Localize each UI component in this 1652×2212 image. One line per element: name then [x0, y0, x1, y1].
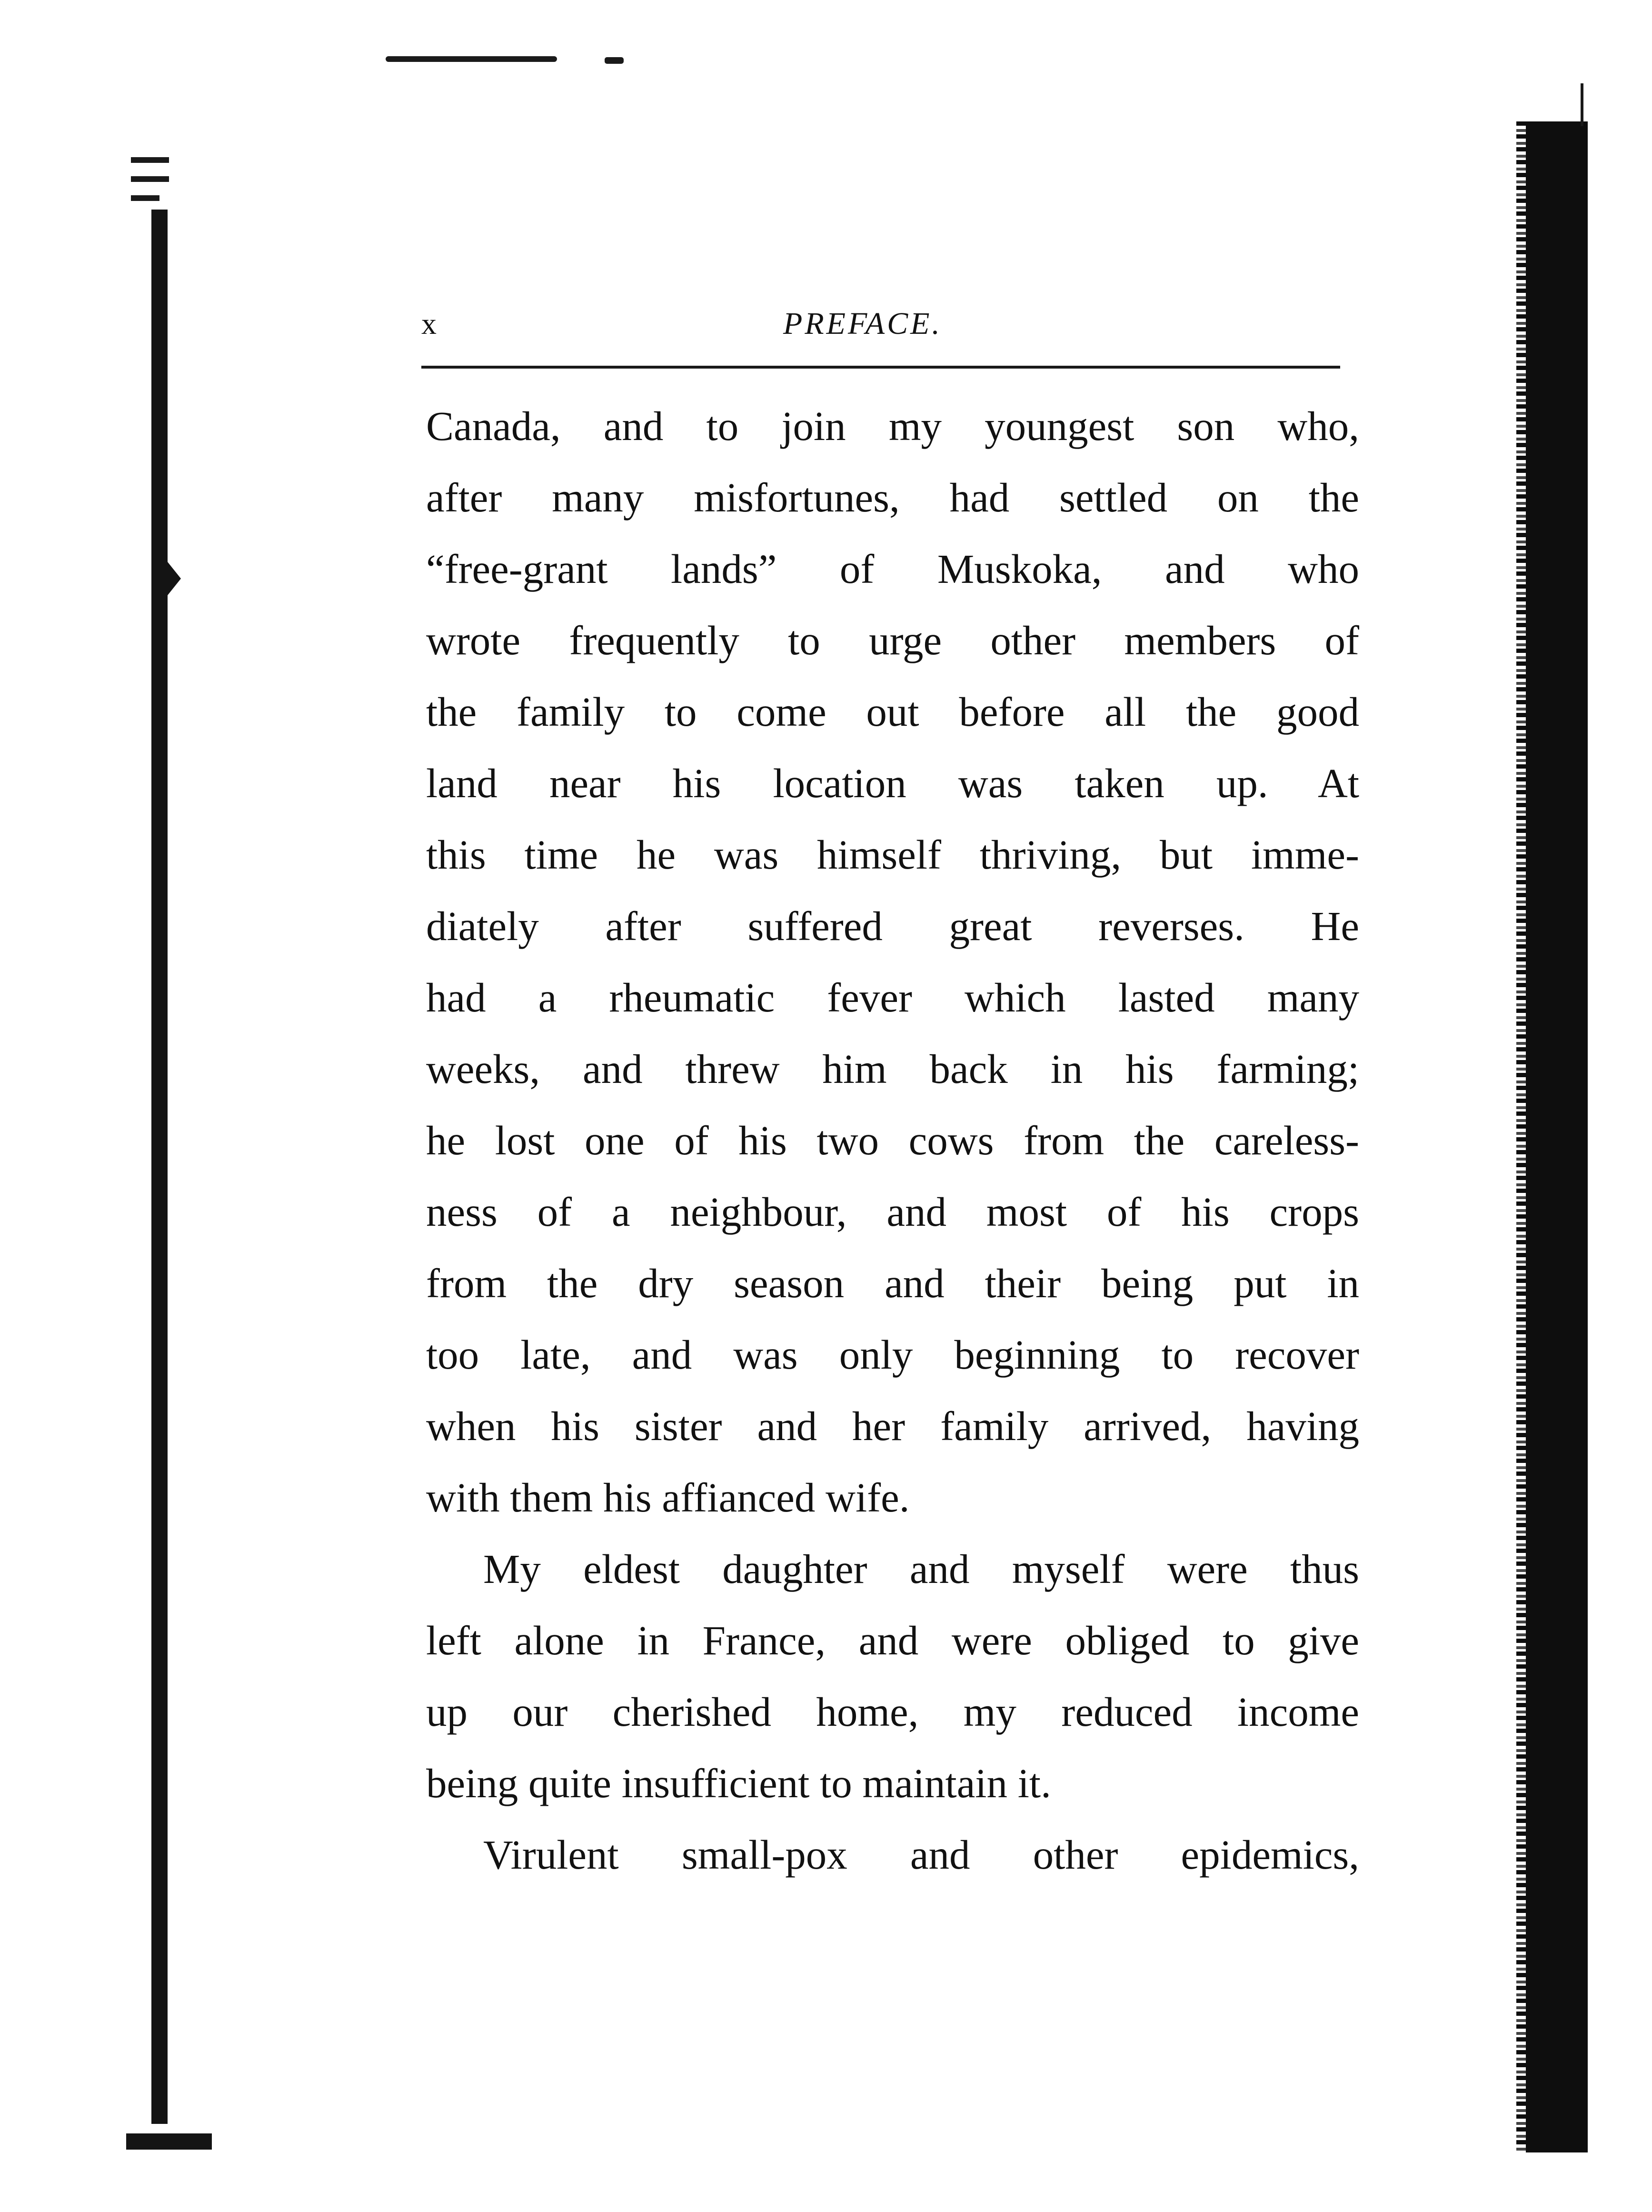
text-line: diately after suffered great reverses. He [426, 903, 1359, 949]
text-line: weeks, and threw him back in his farming; [426, 1046, 1359, 1092]
text-line: ness of a neighbour, and most of his crops [426, 1189, 1359, 1235]
page-number: x [421, 307, 437, 340]
left-binding-notch [162, 555, 181, 602]
body-text [426, 390, 1359, 1891]
right-scan-line [1581, 83, 1583, 126]
text-line: left alone in France, and were obliged to give [426, 1617, 1359, 1663]
text-line: with them his affianced wife. [426, 1474, 910, 1521]
text-line: had a rheumatic fever which lasted many [426, 974, 1359, 1021]
bottom-left-scan-bar [126, 2133, 212, 2150]
text-line: My eldest daughter and myself were thus [483, 1546, 1359, 1592]
left-binding-edge [151, 210, 168, 2124]
text-line: land near his location was taken up. At [426, 760, 1359, 806]
text-line: the family to come out before all the good [426, 689, 1359, 735]
text-line: too late, and was only beginning to recover [426, 1331, 1359, 1378]
text-line: “free-grant lands” of Muskoka, and who [426, 546, 1359, 592]
text-line: from the dry season and their being put in [426, 1260, 1359, 1306]
text-line: Canada, and to join my youngest son who, [426, 403, 1359, 449]
right-binding-edge [1526, 121, 1588, 2152]
text-line: this time he was himself thriving, but imme- [426, 831, 1359, 878]
text-line: when his sister and her family arrived, having [426, 1403, 1359, 1449]
top-scan-smudge-small [605, 57, 624, 64]
text-line: after many misfortunes, had settled on the [426, 474, 1359, 520]
text-line: wrote frequently to urge other members of [426, 617, 1359, 663]
text-line: Virulent small-pox and other epidemics, [483, 1832, 1359, 1878]
top-scan-smudge [386, 56, 557, 62]
text-line: up our cherished home, my reduced income [426, 1689, 1359, 1735]
text-line: he lost one of his two cows from the careless- [426, 1117, 1359, 1163]
running-title: PREFACE. [783, 306, 942, 341]
header-rule [421, 366, 1340, 369]
text-line: being quite insufficient to maintain it. [426, 1760, 1051, 1806]
running-header [421, 302, 1340, 350]
